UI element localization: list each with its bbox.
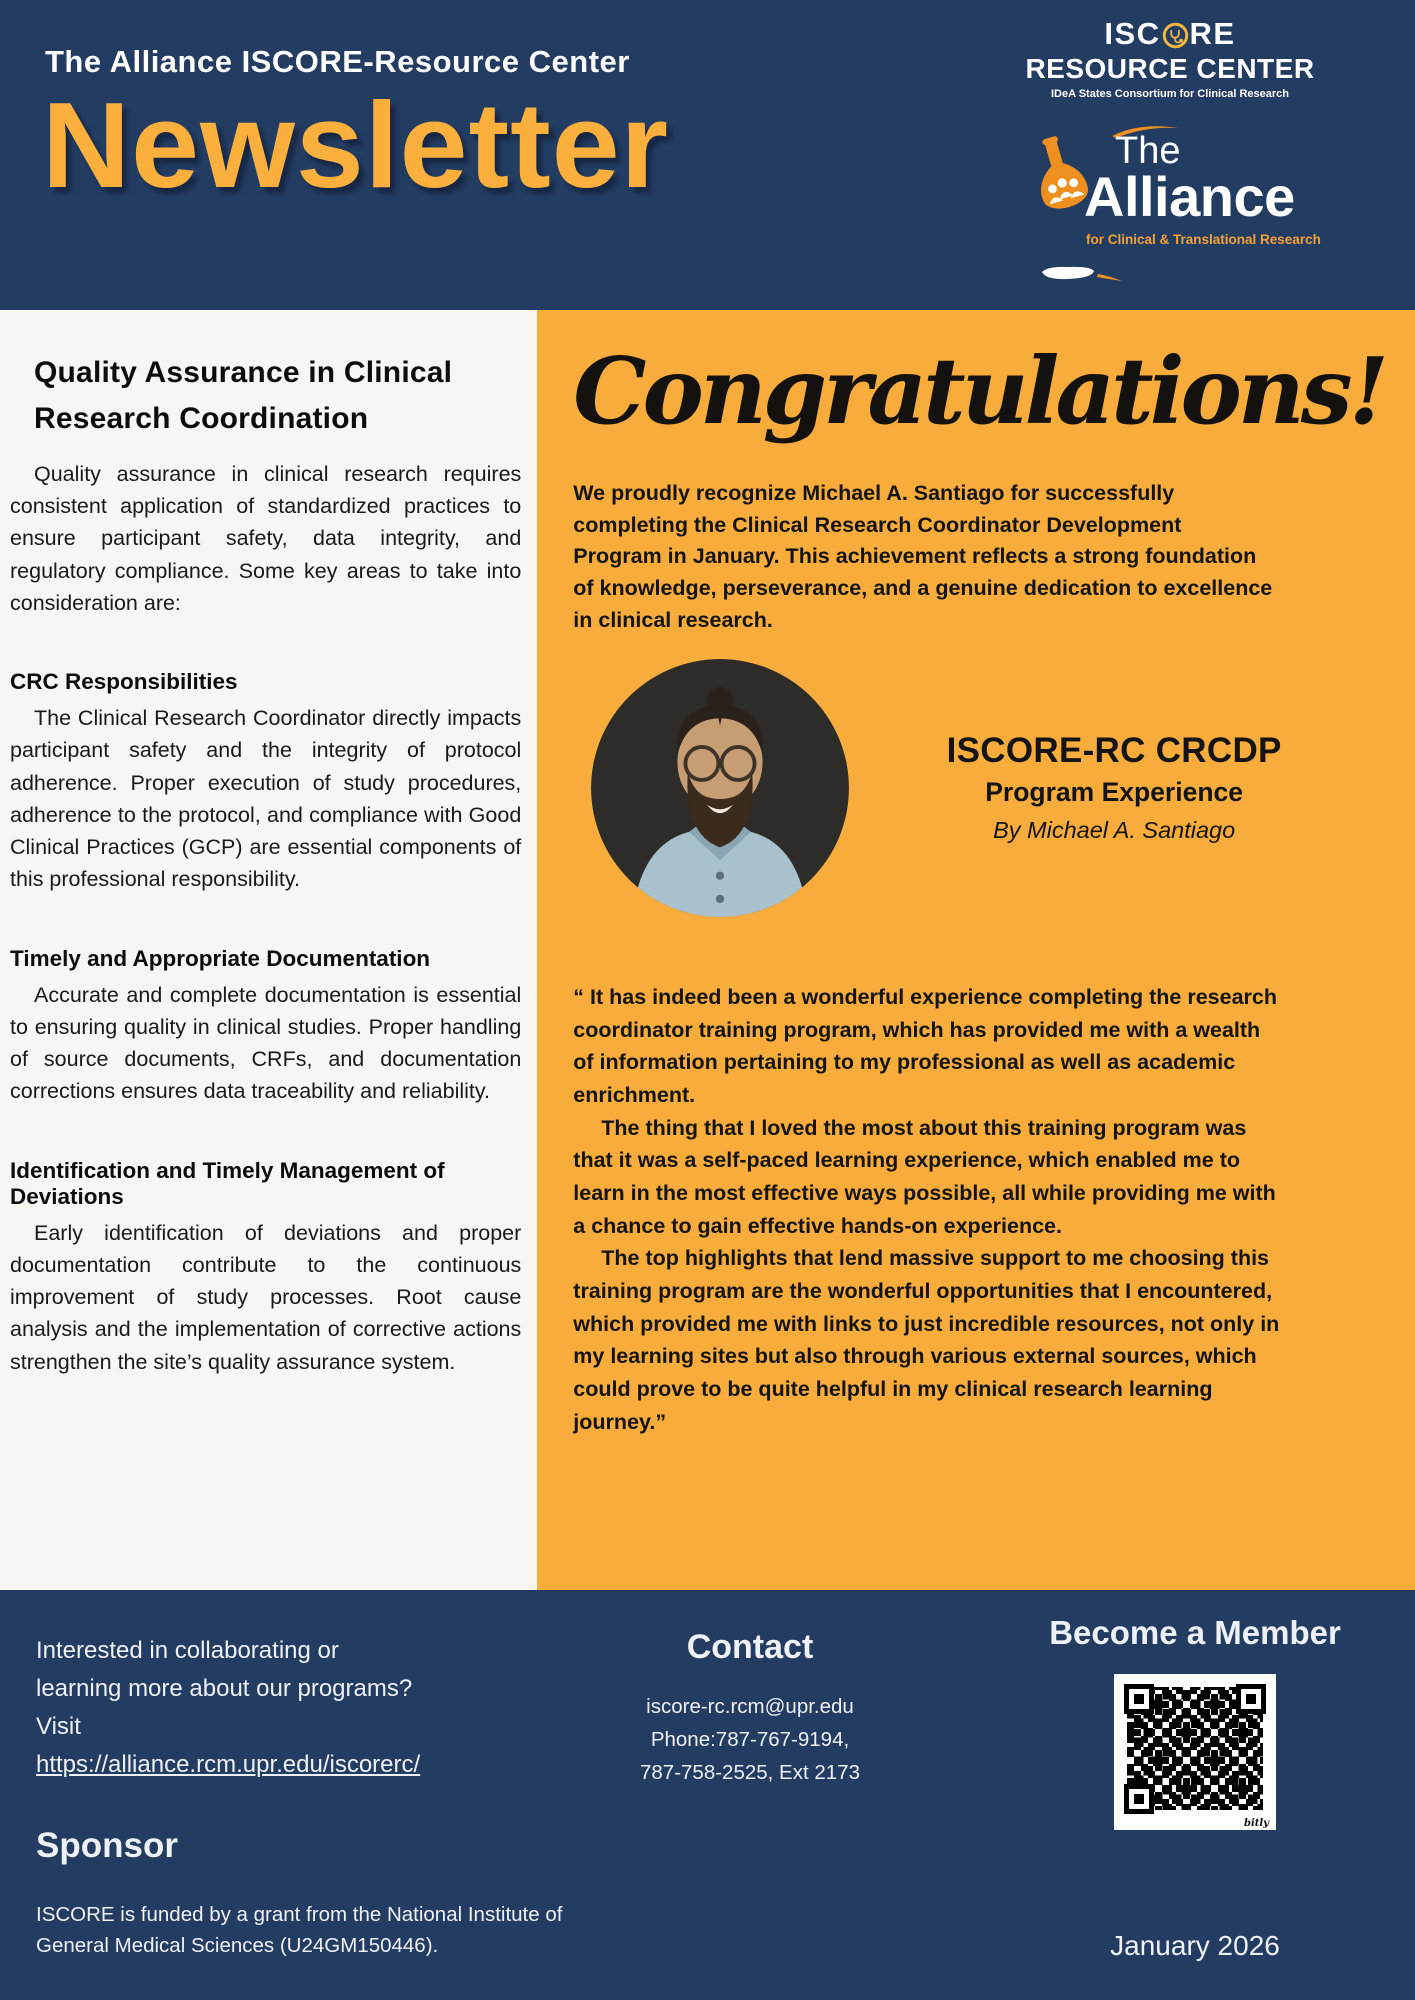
issue-date: January 2026 [1110, 1930, 1280, 1961]
puerto-rico-icon [1038, 264, 1128, 284]
contact-block [540, 1628, 960, 1789]
section-body-crc: The Clinical Research Coordinator directly impacts participant safety and the integrity of protocol adherence. Proper execution of study procedures, adherence to the protocol, and compliance with Good Clinical Practices (GCP) are essential components of this professional responsibility. [10, 706, 522, 892]
iscore-resource-center-logo [1020, 16, 1320, 100]
sponsor-text: ISCORE is funded by a grant from the National Institute of General Medical Sciences (U24GM150446). [36, 1903, 563, 1957]
qr-finder-icon [1236, 1684, 1266, 1714]
iscorerc-link[interactable]: https://alliance.rcm.upr.edu/iscorerc/ [36, 1750, 421, 1778]
section-heading-crc: CRC Responsibilities [10, 669, 238, 695]
congratulations-script-title: Congratulations! [573, 337, 1385, 445]
collaboration-text: Interested in collaborating or learning more about our programs? Visit [36, 1637, 413, 1740]
iscore-logo-wordmark [1020, 16, 1320, 52]
congratulations-panel [537, 310, 1415, 1590]
footer [0, 1590, 1415, 2000]
feature-title: ISCORE-RC CRCDP [946, 731, 1282, 771]
qr-finder-icon [1124, 1784, 1154, 1814]
qr-code [1114, 1674, 1276, 1830]
become-member-block [1040, 1610, 1350, 1830]
alliance-logo [1018, 118, 1338, 298]
iscore-logo-pre: ISC [1104, 16, 1161, 51]
feature-text-block [849, 731, 1385, 844]
qa-article-column [0, 310, 537, 1590]
testimonial-quote [573, 981, 1285, 1438]
feature-subtitle: Program Experience [985, 777, 1244, 808]
alliance-logo-tagline: for Clinical & Translational Research [1086, 232, 1321, 247]
stethoscope-icon [1162, 21, 1189, 48]
alliance-logo-wordmark: Alliance [1084, 165, 1295, 228]
resource-center-label: RESOURCE CENTER [1025, 53, 1315, 84]
contact-heading: Contact [686, 1628, 814, 1666]
program-experience-feature [573, 659, 1385, 917]
recognition-paragraph: We proudly recognize Michael A. Santiago for successfully completing the Clinical Research Coordinator Development Program in January. This achievement reflects a strong foundation of knowledge, perseverance, and a genuine dedication to excellence in clinical research. [573, 480, 1273, 633]
collaboration-block [36, 1632, 421, 1784]
qr-finder-icon [1124, 1684, 1154, 1714]
section-body-documentation: Accurate and complete documentation is essential to ensuring quality in clinical studies. Proper handling of source documents, CRFs, and documentation corrections ensures data traceability and reliability. [10, 982, 522, 1104]
iscore-logo-post: RE [1189, 16, 1236, 51]
alliance-logo-the: The [1115, 130, 1181, 172]
contact-email: iscore-rc.rcm@upr.edu [646, 1695, 854, 1718]
quote-paragraph: The thing that I loved the most about this training program was that it was a self-paced learning experience, which enabled me to learn in the most effective ways possible, all while providing me with a chance to gain effective hands-on experience. [573, 1115, 1276, 1238]
feature-byline: By Michael A. Santiago [993, 817, 1236, 844]
quote-paragraph: The top highlights that lend massive support to me choosing this training program are the wonderful opportunities that I encountered, which provided me with links to just incredible resources, not only in my learning sites but also through various external sources, which could prove to be quite helpful in my clinical research learning journey.” [573, 1246, 1280, 1434]
article-title: Quality Assurance in Clinical Research Coordination [34, 356, 453, 435]
idea-states-tagline: IDeA States Consortium for Clinical Research [1051, 88, 1289, 100]
quote-paragraph: “ It has indeed been a wonderful experience completing the research coordinator training program, which has provided me with a wealth of information pertaining to my professional as well as academic enrichment. [573, 984, 1278, 1107]
section-heading-deviations: Identification and Timely Management of Deviations [10, 1157, 445, 1209]
header-banner [0, 0, 1415, 310]
newsletter-title: Newsletter [42, 77, 670, 213]
qr-bitly-label: bitly [1241, 1818, 1269, 1829]
section-body-deviations: Early identification of deviations and proper documentation contribute to the continuous improvement of study processes. Root cause analysis and the implementation of corrective actions strengthen the site’s quality assurance system. [10, 1220, 522, 1374]
become-member-heading: Become a Member [1049, 1614, 1341, 1651]
section-heading-documentation: Timely and Appropriate Documentation [10, 945, 431, 971]
contact-lines [540, 1691, 960, 1789]
main-content [0, 310, 1415, 1590]
contact-phone-2: 787-758-2525, Ext 2173 [640, 1760, 860, 1784]
article-intro: Quality assurance in clinical research requires consistent application of standardized practices to ensure participant safety, data integrity, and regulatory compliance. Some key areas to take into consideration are: [10, 461, 522, 615]
sponsor-heading: Sponsor [36, 1826, 178, 1865]
newsletter-kicker: The Alliance ISCORE-Resource Center [45, 44, 630, 79]
avatar [591, 659, 849, 917]
contact-phone-1: Phone:787-767-9194, [650, 1727, 850, 1751]
